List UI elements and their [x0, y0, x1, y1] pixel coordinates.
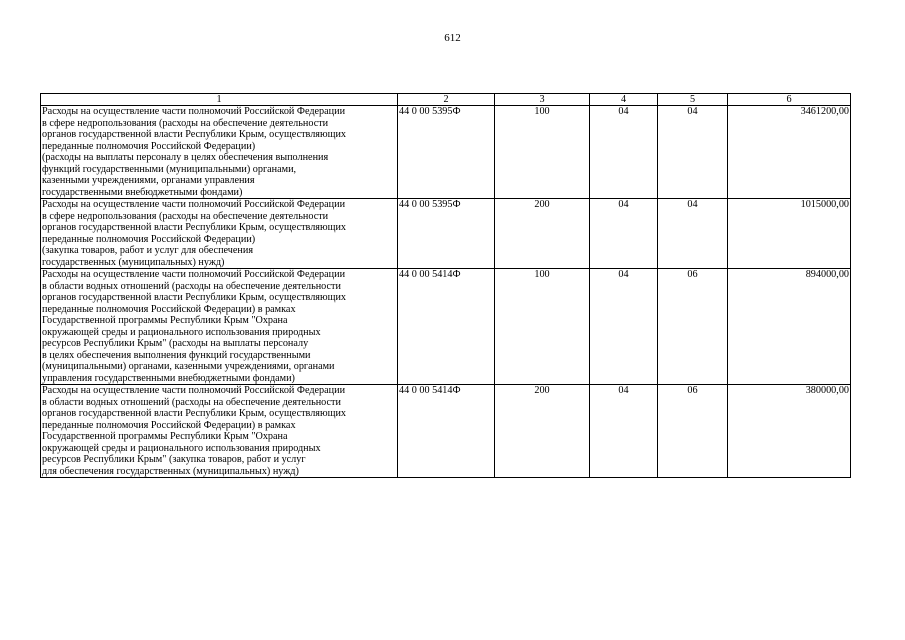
- row-expense-type: 200: [495, 385, 590, 478]
- column-header-4: 4: [590, 94, 658, 106]
- row-section: 04: [590, 199, 658, 269]
- row-expense-type: 100: [495, 106, 590, 199]
- row-subsection: 06: [658, 269, 728, 385]
- row-target-code: 44 0 00 5395Ф: [398, 106, 495, 199]
- row-amount: 380000,00: [728, 385, 851, 478]
- column-header-6: 6: [728, 94, 851, 106]
- budget-table: [40, 93, 851, 478]
- table-row: [41, 385, 851, 478]
- column-header-1: 1: [41, 94, 398, 106]
- row-amount: 3461200,00: [728, 106, 851, 199]
- page-number: 612: [444, 32, 461, 44]
- row-expense-type: 100: [495, 269, 590, 385]
- row-description: Расходы на осуществление части полномочий Российской Федерации в области водных отношений (расходы на обеспечение деятельности органов государственной власти Республики Крым, осуществляющих переданные полномочия Российской Федерации) в рамках Государственной программы Республики Крым "Охрана окружающей среды и рационального использования природных ресурсов Республики Крым" (закупка товаров, работ и услуг для обеспечения государственных (муниципальных) нужд): [41, 385, 398, 478]
- row-section: 04: [590, 385, 658, 478]
- row-subsection: 04: [658, 199, 728, 269]
- row-description: Расходы на осуществление части полномочий Российской Федерации в сфере недропользования (расходы на обеспечение деятельности органов государственной власти Республики Крым, осуществляющих переданные полномочия Российской Федерации) (расходы на выплаты персоналу в целях обеспечения выполнения функций государственными (муниципальными) органами, казенными учреждениями, органами управления государственными внебюджетными фондами): [41, 106, 398, 199]
- row-amount: 1015000,00: [728, 199, 851, 269]
- row-section: 04: [590, 269, 658, 385]
- row-expense-type: 200: [495, 199, 590, 269]
- table-row: [41, 269, 851, 385]
- table-row: [41, 199, 851, 269]
- column-header-2: 2: [398, 94, 495, 106]
- row-target-code: 44 0 00 5414Ф: [398, 269, 495, 385]
- row-section: 04: [590, 106, 658, 199]
- row-description: Расходы на осуществление части полномочий Российской Федерации в сфере недропользования (расходы на обеспечение деятельности органов государственной власти Республики Крым, осуществляющих переданные полномочия Российской Федерации) (закупка товаров, работ и услуг для обеспечения государственных (муниципальных) нужд): [41, 199, 398, 269]
- row-target-code: 44 0 00 5414Ф: [398, 385, 495, 478]
- column-header-3: 3: [495, 94, 590, 106]
- row-subsection: 04: [658, 106, 728, 199]
- row-description: Расходы на осуществление части полномочий Российской Федерации в области водных отношений (расходы на обеспечение деятельности органов государственной власти Республики Крым, осуществляющих переданные полномочия Российской Федерации) в рамках Государственной программы Республики Крым "Охрана окружающей среды и рационального использования природных ресурсов Республики Крым" (расходы на выплаты персоналу в целях обеспечения выполнения функций государственными (муниципальными) органами, казенными учреждениями, органами управления государственными внебюджетными фондами): [41, 269, 398, 385]
- row-subsection: 06: [658, 385, 728, 478]
- row-amount: 894000,00: [728, 269, 851, 385]
- row-target-code: 44 0 00 5395Ф: [398, 199, 495, 269]
- table-header-row: [41, 94, 851, 106]
- column-header-5: 5: [658, 94, 728, 106]
- table-row: [41, 106, 851, 199]
